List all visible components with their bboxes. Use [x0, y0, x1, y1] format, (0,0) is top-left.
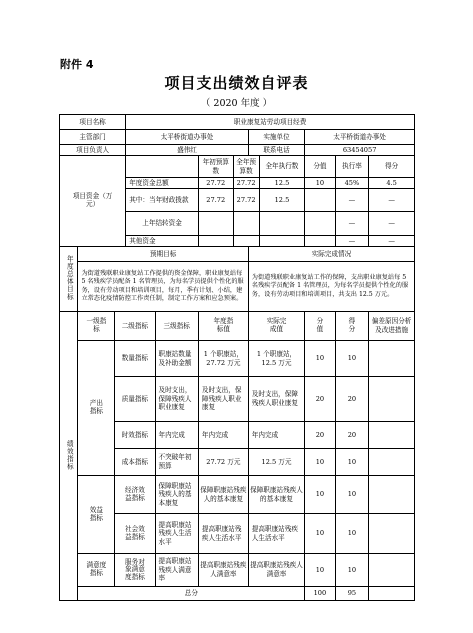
annual-total-score: 10 [305, 178, 335, 189]
row-service [60, 554, 415, 587]
impl-unit-label: 实施单位 [248, 130, 304, 145]
row-quantity [60, 341, 415, 377]
annual-target-header: 年度指标值 [198, 312, 248, 341]
cost-target: 27.72 万元 [198, 449, 248, 476]
attachment-label: 附件 4 [60, 58, 94, 71]
social-score: 10 [305, 514, 335, 554]
cost-actual: 12.5 万元 [248, 449, 304, 476]
actual-value-header: 实际完成值 [248, 312, 304, 341]
annual-total-got: 4.5 [369, 178, 415, 189]
funds-label: 项目资金（万元） [60, 156, 126, 247]
report-year: （ 2020 年度 ） [200, 98, 273, 109]
quality-score: 20 [305, 377, 335, 422]
overall-goal-label: 年度总体目标 [60, 247, 78, 312]
row-dept [60, 130, 415, 145]
phone-value: 63454057 [305, 145, 415, 156]
score-header: 分值 [305, 156, 335, 178]
other-label: 其他资金 [126, 236, 199, 247]
output-indicator-label: 产出指标 [78, 341, 115, 476]
perf-indicator-label: 绩效指标 [60, 312, 78, 601]
annual-total-initial: 27.72 [198, 178, 233, 189]
timeliness-score: 20 [305, 422, 335, 449]
timeliness-actual: 年内完成 [248, 422, 304, 449]
row-goals-content [60, 262, 415, 312]
quantity-actual: 1 个职康站，12.5 万元 [248, 341, 304, 377]
manager-value: 盛伟红 [126, 145, 249, 156]
lvl3-header: 三级指标 [155, 312, 198, 341]
service-l3: 提高职康站残疾人满意率 [155, 554, 198, 587]
service-actual: 提高职康站残疾人满意率 [248, 554, 304, 587]
benefit-indicator-label: 效益指标 [78, 476, 115, 554]
economic-score: 10 [305, 476, 335, 514]
quality-actual: 及时支出，保障残疾人职业康复 [248, 377, 304, 422]
economic-got: 10 [335, 476, 369, 514]
row-project-name [60, 115, 415, 130]
quality-l3: 及时支出，保障残疾人职业康复 [155, 377, 198, 422]
fiscal-exec: 12.5 [259, 189, 305, 212]
dept-value: 太平桥街道办事处 [126, 130, 249, 145]
total-got: 95 [335, 587, 369, 601]
economic-actual: 保障职康站残疾人的基本康复 [248, 476, 304, 514]
quality-name: 质量指标 [115, 377, 155, 422]
timeliness-target: 年内完成 [198, 422, 248, 449]
quality-got: 20 [335, 377, 369, 422]
impl-unit-value: 太平桥街道办事处 [305, 130, 415, 145]
evaluation-table [59, 114, 415, 601]
other-rate: — [335, 236, 369, 247]
fiscal-full: 27.72 [233, 189, 259, 212]
timeliness-got: 20 [335, 422, 369, 449]
social-name: 社会效益指标 [115, 514, 155, 554]
social-l3: 提高职康站残疾人生活水平 [155, 514, 198, 554]
full-exec-header: 全年执行数 [259, 156, 305, 178]
quantity-target: 1 个职康站，27.72 万元 [198, 341, 248, 377]
economic-l3: 保障职康站残疾人的基本康复 [155, 476, 198, 514]
cost-got: 10 [335, 449, 369, 476]
prev-balance-label: 上年结转资金 [126, 212, 199, 236]
expected-goal-text: 为街道残联职业康复站工作提供的资金保障，职业康复站每 5 名残疾学员配备 1 名管理员，为每名学员提供个性化的服务，设有劳动项目和培训项目，每月，季有计划、小结，建立常态化疫情防控工作责任制，制定工作方案和应急预案。 [78, 262, 248, 312]
fiscal-label: 其中：当年财政拨款 [126, 189, 199, 212]
manager-label: 项目负责人 [60, 145, 126, 156]
row-indicator-header [60, 312, 415, 341]
row-manager [60, 145, 415, 156]
row-economic [60, 476, 415, 514]
total-score: 100 [305, 587, 335, 601]
total-label: 总分 [78, 587, 305, 601]
timeliness-l3: 年内完成 [155, 422, 198, 449]
cost-score: 10 [305, 449, 335, 476]
actual-done-header: 实际完成情况 [248, 247, 414, 262]
social-target: 提高职康站残疾人生活水平 [198, 514, 248, 554]
service-name: 服务对象满意度指标 [115, 554, 155, 587]
full-budget-header: 全年预算数 [233, 156, 259, 178]
cost-name: 成本指标 [115, 449, 155, 476]
quantity-l3: 职康站数量及补助金额 [155, 341, 198, 377]
satisfaction-indicator-label: 满意度指标 [78, 554, 115, 587]
actual-done-text: 为街道残联职业康复站工作的保障，支出职业康复站每 5 名残疾学员配备 1 名管理员，为每名学员提供个性化的服务，设有劳动项目和培训项目，共支出 12.5 万元。 [248, 262, 414, 312]
quality-target: 及时支出，保障残疾人职业康复 [198, 377, 248, 422]
row-goals-header [60, 247, 415, 262]
ind-got-header: 得分 [335, 312, 369, 341]
quantity-got: 10 [335, 341, 369, 377]
annual-total-rate: 45% [335, 178, 369, 189]
social-actual: 提高职康站残疾人生活水平 [248, 514, 304, 554]
got-score-header: 得分 [369, 156, 415, 178]
ind-score-header: 分值 [305, 312, 335, 341]
cost-l3: 不突破年初预算 [155, 449, 198, 476]
fiscal-rate: — [335, 189, 369, 212]
service-score: 10 [305, 554, 335, 587]
exec-rate-header: 执行率 [335, 156, 369, 178]
fiscal-initial: 27.72 [198, 189, 233, 212]
deviation-header: 偏差原因分析及改进措施 [369, 312, 415, 341]
social-got: 10 [335, 514, 369, 554]
row-funds-header [60, 156, 415, 178]
prev-balance-rate: — [335, 212, 369, 236]
project-name-value: 职业康复站劳动项目经费 [126, 115, 415, 130]
timeliness-name: 时效指标 [115, 422, 155, 449]
row-total [60, 587, 415, 601]
fiscal-got: — [369, 189, 415, 212]
service-target: 提高职康站残疾人满意率 [198, 554, 248, 587]
annual-total-exec: 12.5 [259, 178, 305, 189]
prev-balance-got: — [369, 212, 415, 236]
phone-label: 联系电话 [248, 145, 304, 156]
quantity-score: 10 [305, 341, 335, 377]
annual-total-full: 27.72 [233, 178, 259, 189]
expected-goal-header: 预期目标 [78, 247, 248, 262]
economic-target: 保障职康站残疾人的基本康复 [198, 476, 248, 514]
project-name-label: 项目名称 [60, 115, 126, 130]
annual-budget-header: 年初预算数 [198, 156, 233, 178]
lvl1-header: 一级指标 [78, 312, 115, 341]
service-got: 10 [335, 554, 369, 587]
dept-label: 主管部门 [60, 130, 126, 145]
lvl2-header: 二级指标 [115, 312, 155, 341]
other-got: — [369, 236, 415, 247]
quantity-name: 数量指标 [115, 341, 155, 377]
page-title: 项目支出绩效自评表 [164, 74, 309, 92]
annual-total-label: 年度资金总额 [126, 178, 199, 189]
economic-name: 经济效益指标 [115, 476, 155, 514]
